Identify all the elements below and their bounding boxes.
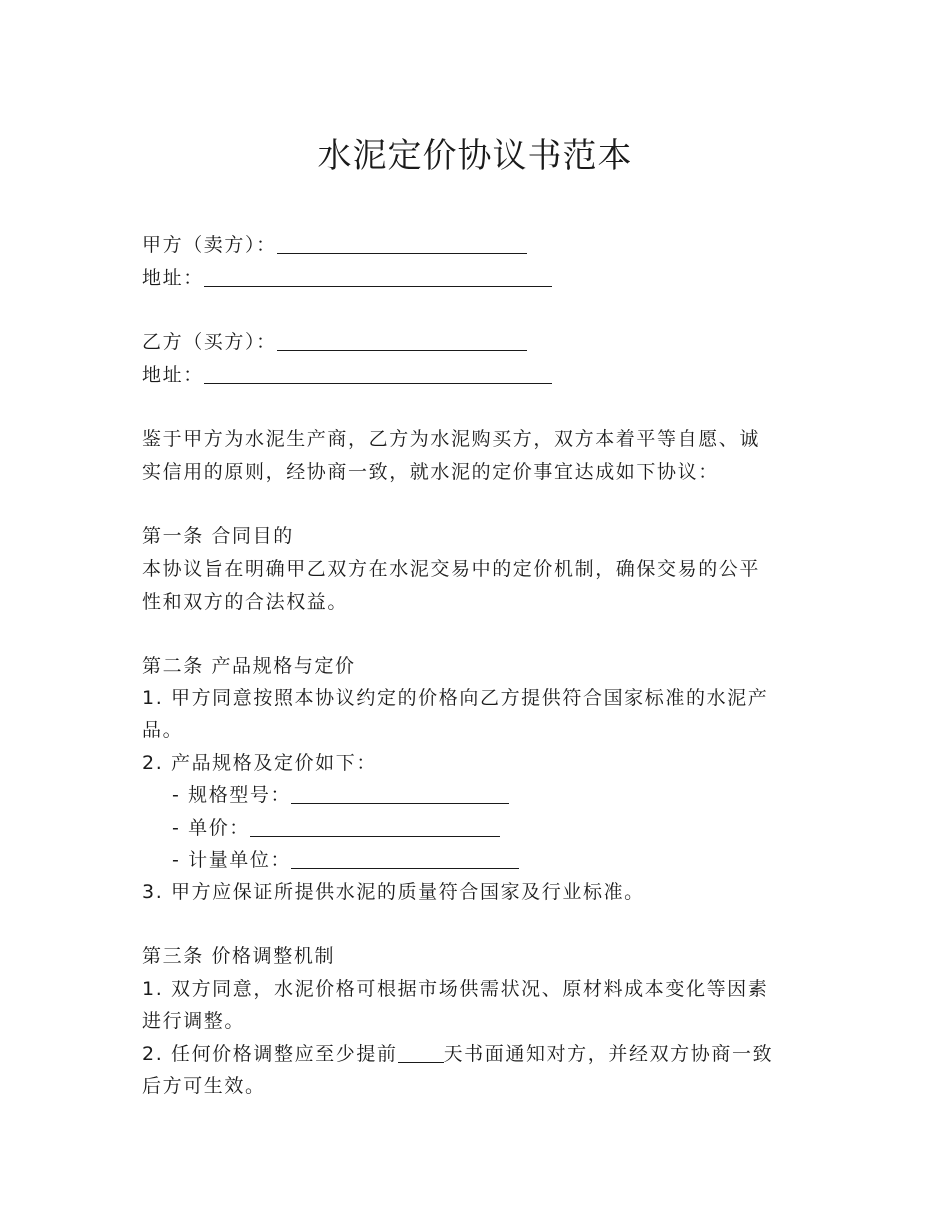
notice-label-before: 2. 任何价格调整应至少提前	[142, 1043, 398, 1065]
party-a-line	[142, 229, 527, 261]
party-b-address-line	[142, 359, 552, 391]
party-a-address-line	[142, 262, 552, 294]
party-a-address-blank[interactable]	[204, 264, 552, 287]
article3-item2-line-2: 后方可生效。	[142, 1075, 266, 1097]
article3-item1-line-2: 进行调整。	[142, 1010, 246, 1032]
article2-item3: 3. 甲方应保证所提供水泥的质量符合国家及行业标准。	[142, 881, 645, 903]
party-a-label: 甲方（卖方）：	[142, 234, 277, 256]
party-b-blank[interactable]	[277, 328, 527, 351]
notice-days-blank[interactable]	[398, 1040, 444, 1063]
notice-label-after: 天书面通知对方，并经双方协商一致	[443, 1043, 774, 1065]
article3-heading: 第三条 价格调整机制	[142, 945, 336, 967]
price-label: - 单价：	[172, 817, 250, 839]
article3-item2-line-1	[142, 1038, 773, 1070]
spec-line	[172, 779, 509, 811]
party-b-line	[142, 326, 527, 358]
article1-heading: 第一条 合同目的	[142, 525, 294, 547]
unit-label: - 计量单位：	[172, 849, 292, 871]
article3-item1-line-1: 1. 双方同意，水泥价格可根据市场供需状况、原材料成本变化等因素	[142, 978, 769, 1000]
party-b-address-label: 地址：	[142, 364, 204, 386]
article2-item1-line-1: 1. 甲方同意按照本协议约定的价格向乙方提供符合国家标准的水泥产	[142, 687, 769, 709]
party-a-blank[interactable]	[277, 231, 527, 254]
preamble-line-2: 实信用的原则，经协商一致，就水泥的定价事宜达成如下协议：	[142, 461, 719, 483]
article2-item1-line-2: 品。	[142, 719, 184, 741]
spec-blank[interactable]	[291, 781, 509, 804]
article1-line-2: 性和双方的合法权益。	[142, 591, 349, 613]
article2-heading: 第二条 产品规格与定价	[142, 655, 356, 677]
party-b-label: 乙方（买方）：	[142, 331, 277, 353]
unit-blank[interactable]	[291, 846, 519, 869]
spec-label: - 规格型号：	[172, 784, 292, 806]
article1-line-1: 本协议旨在明确甲乙双方在水泥交易中的定价机制，确保交易的公平	[142, 558, 761, 580]
party-b-address-blank[interactable]	[204, 361, 552, 384]
price-line	[172, 812, 500, 844]
article2-item2: 2. 产品规格及定价如下：	[142, 752, 377, 774]
party-a-address-label: 地址：	[142, 267, 204, 289]
price-blank[interactable]	[250, 814, 500, 837]
unit-line	[172, 844, 519, 876]
document-title: 水泥定价协议书范本	[317, 136, 633, 176]
preamble-line-1: 鉴于甲方为水泥生产商，乙方为水泥购买方，双方本着平等自愿、诚	[142, 428, 761, 450]
